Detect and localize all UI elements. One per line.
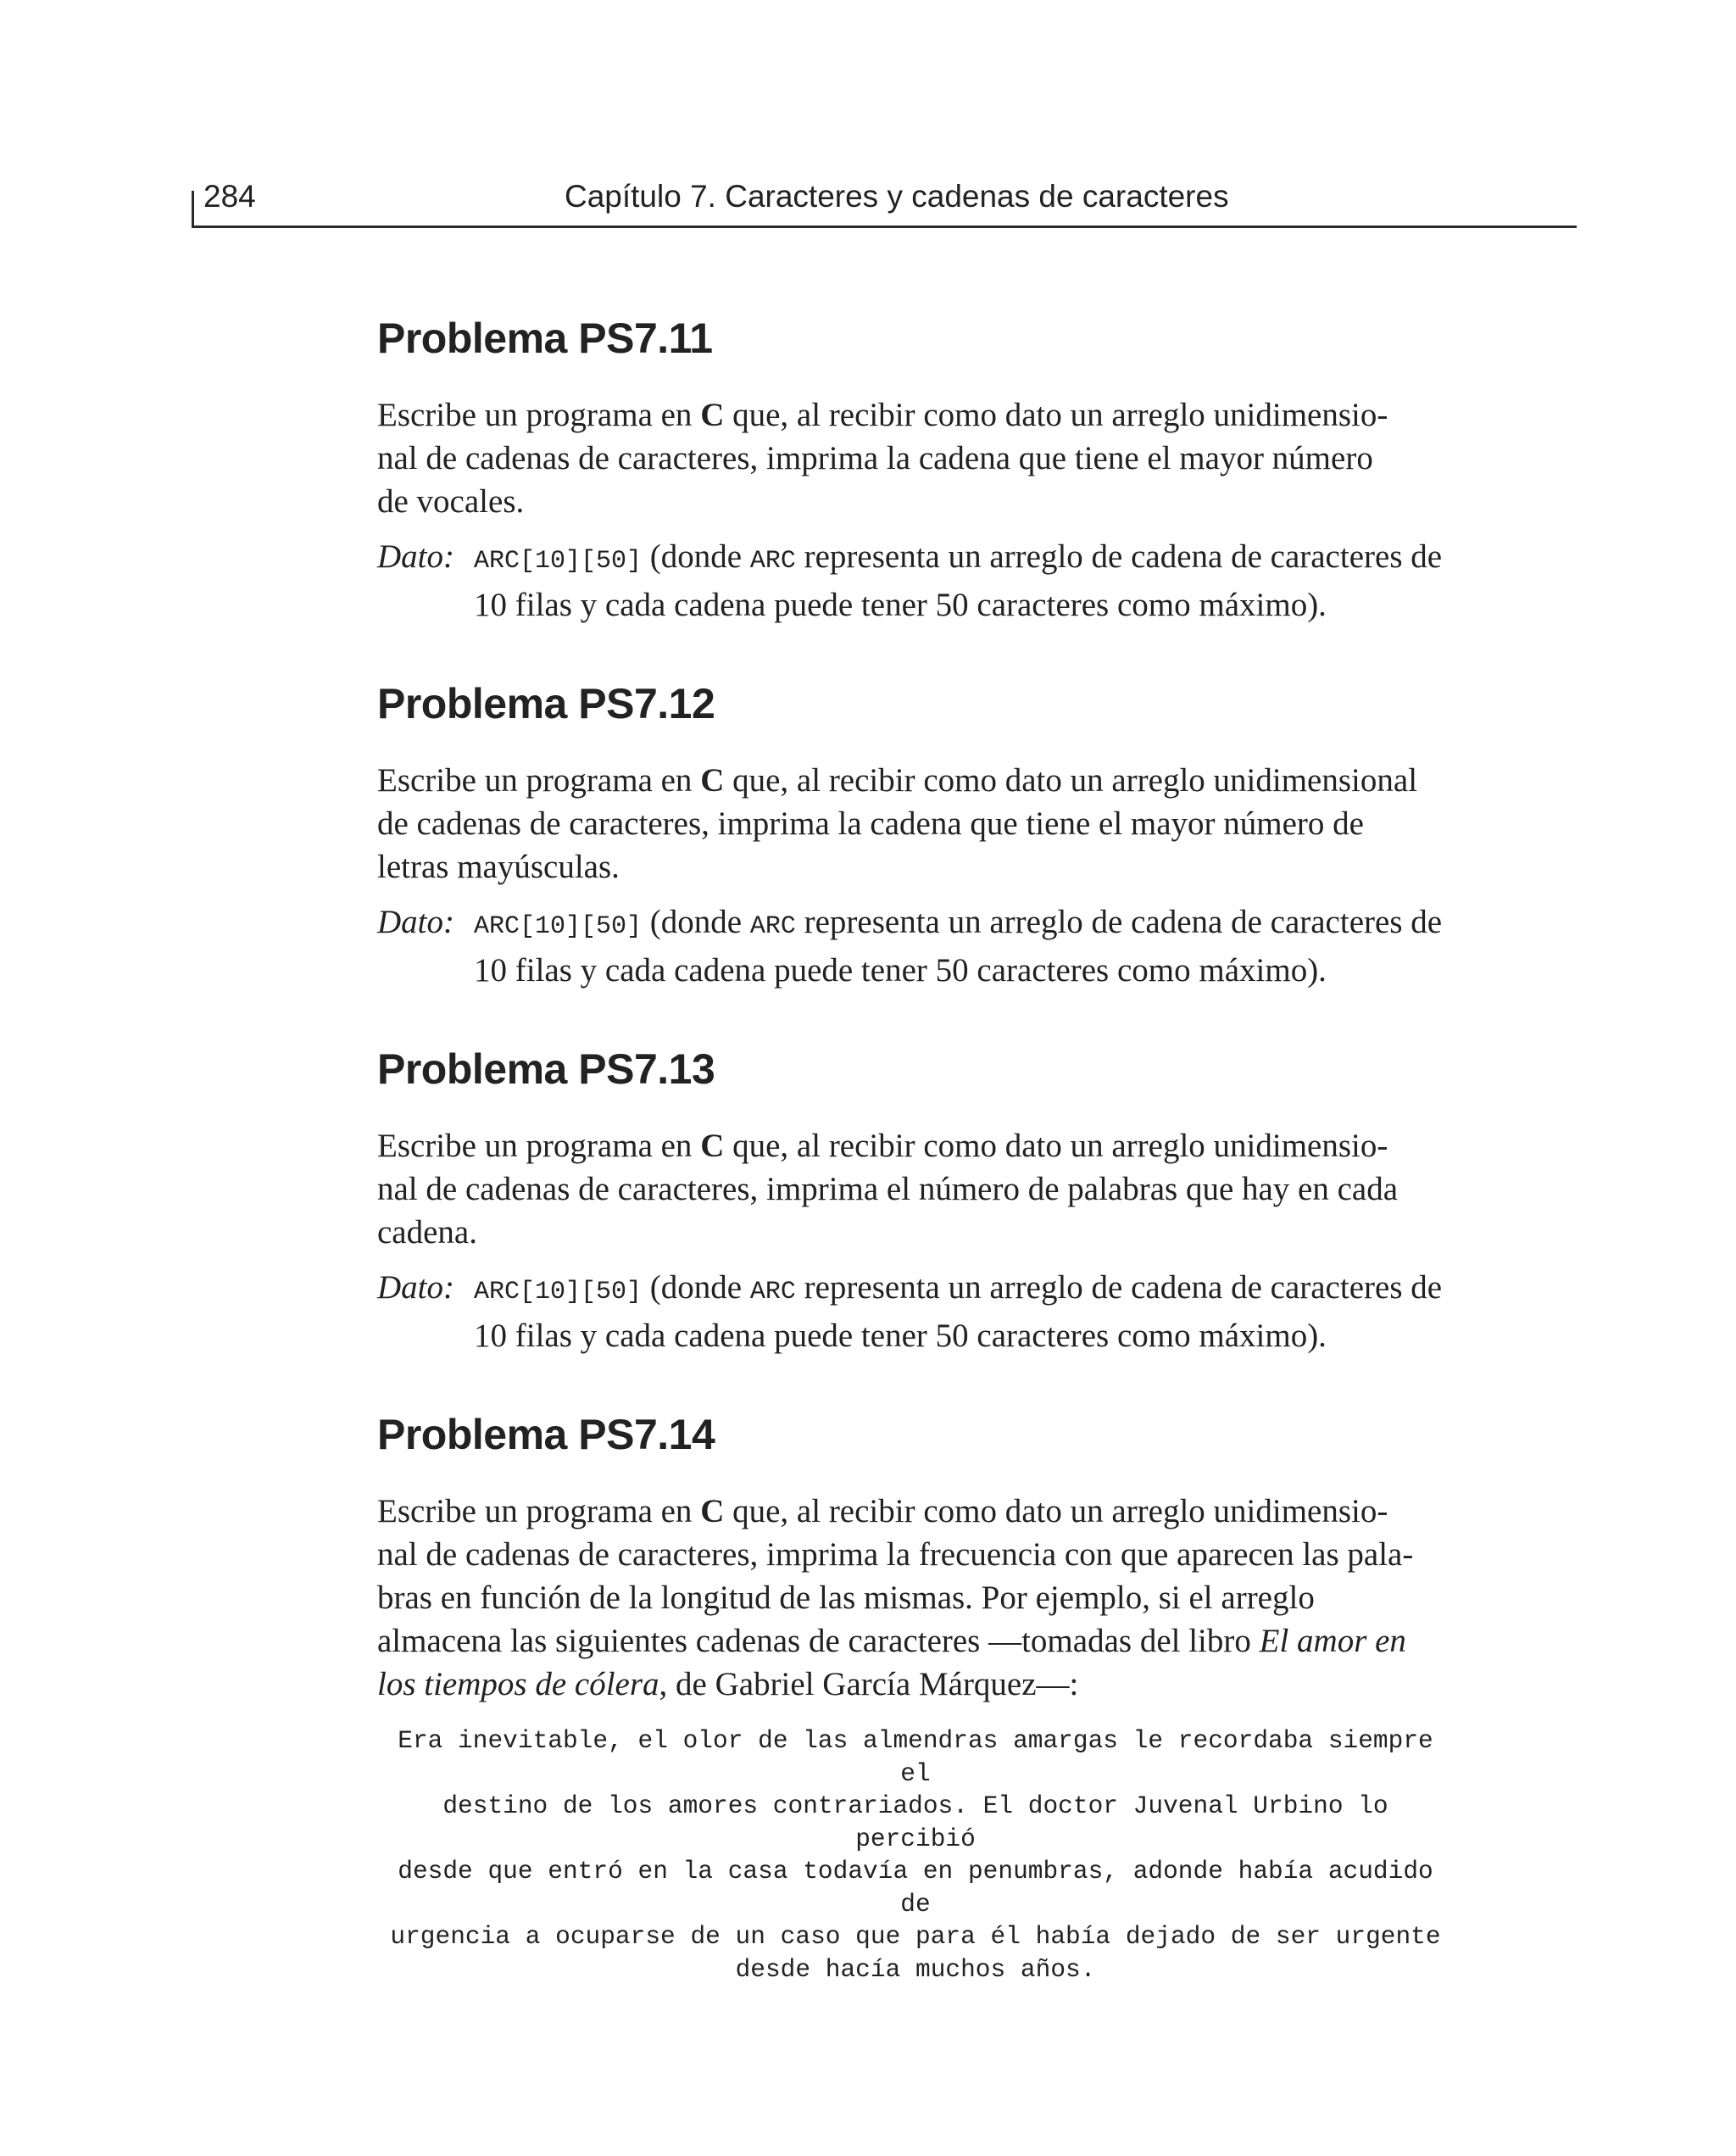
problem-ps7-11 [377,314,1454,627]
dato-label: Dato: [377,904,454,940]
dato-block [377,1266,1454,1357]
statement-text: que, al recibir como dato un arreglo unidimensio- nal de cadenas de caracteres, imprima el número de palabras que hay en cada cadena. [377,1128,1399,1251]
statement-text: que, al recibir como dato un arreglo unidimensio- nal de cadenas de caracteres, imprima la cadena que tiene el mayor número de vocales. [377,397,1388,520]
problem-statement [377,1124,1454,1254]
problem-ps7-14 [377,1410,1454,1986]
problem-title: Problema PS7.13 [377,1045,715,1093]
problem-statement [377,1490,1454,1706]
language-name: C [700,1493,725,1529]
statement-text: que, al recibir como dato un arreglo unidimensio- nal de cadenas de caracteres, imprima la frecuencia con que aparecen las pala- bras en función de la longitud de las mismas. Por ejemplo, si el arreglo almacena las siguientes cadenas de caracteres —tomadas del libro [377,1493,1414,1659]
language-name: C [700,1128,725,1164]
statement-text: Escribe un programa en [377,397,701,433]
problem-ps7-12 [377,679,1454,992]
example-quote: Era inevitable, el olor de las almendras amargas le recordaba siempre el destino de los amores contrariados. El doctor Juvenal Urbino lo percibió desde que entró en la casa todavía en penumbras, adonde había acudido de urgencia a ocuparse de un caso que para él había dejado de ser urgente desde hacía muchos años. [390,1726,1441,1984]
dato-text: (donde [642,904,750,940]
chapter-title: Capítulo 7. Caracteres y cadenas de caracteres [565,179,1229,214]
statement-text: que, al recibir como dato un arreglo unidimensional de cadenas de caracteres, imprima la cadena que tiene el mayor número de letras mayúsculas. [377,762,1418,885]
problem-title: Problema PS7.14 [377,1411,715,1458]
header-rule-tick [192,191,194,228]
language-name: C [700,762,725,799]
statement-text: , de Gabriel García Márquez—: [659,1666,1079,1702]
language-name: C [700,397,725,433]
dato-text: representa un arreglo de cadena de caracteres de 10 filas y cada cadena puede tener 50 caracteres como máximo). [474,1269,1443,1354]
problem-title: Problema PS7.12 [377,680,715,727]
dato-block [377,900,1454,992]
statement-text: Escribe un programa en [377,1128,701,1164]
dato-text: representa un arreglo de cadena de caracteres de 10 filas y cada cadena puede tener 50 caracteres como máximo). [474,538,1443,623]
problem-ps7-13 [377,1045,1454,1357]
dato-code-arc: ARC [749,547,796,576]
book-title: El amor en los tiempos de cólera [377,1623,1406,1702]
dato-code-arc: ARC [749,1278,796,1306]
page-number: 284 [203,179,256,214]
dato-code: ARC[10][50] [474,1278,643,1306]
dato-block [377,535,1454,627]
running-header [192,174,1577,228]
dato-label: Dato: [377,1269,454,1306]
dato-text: (donde [642,1269,750,1306]
dato-code-arc: ARC [749,912,796,941]
dato-code: ARC[10][50] [474,547,643,576]
dato-label: Dato: [377,538,454,575]
problem-title: Problema PS7.11 [377,315,713,362]
statement-text: Escribe un programa en [377,1493,701,1529]
page-content [377,314,1454,2038]
dato-code: ARC[10][50] [474,912,643,941]
dato-text: (donde [642,538,750,575]
statement-text: Escribe un programa en [377,762,701,799]
problem-statement [377,759,1454,889]
dato-text: representa un arreglo de cadena de caracteres de 10 filas y cada cadena puede tener 50 caracteres como máximo). [474,904,1443,989]
problem-statement [377,393,1454,523]
